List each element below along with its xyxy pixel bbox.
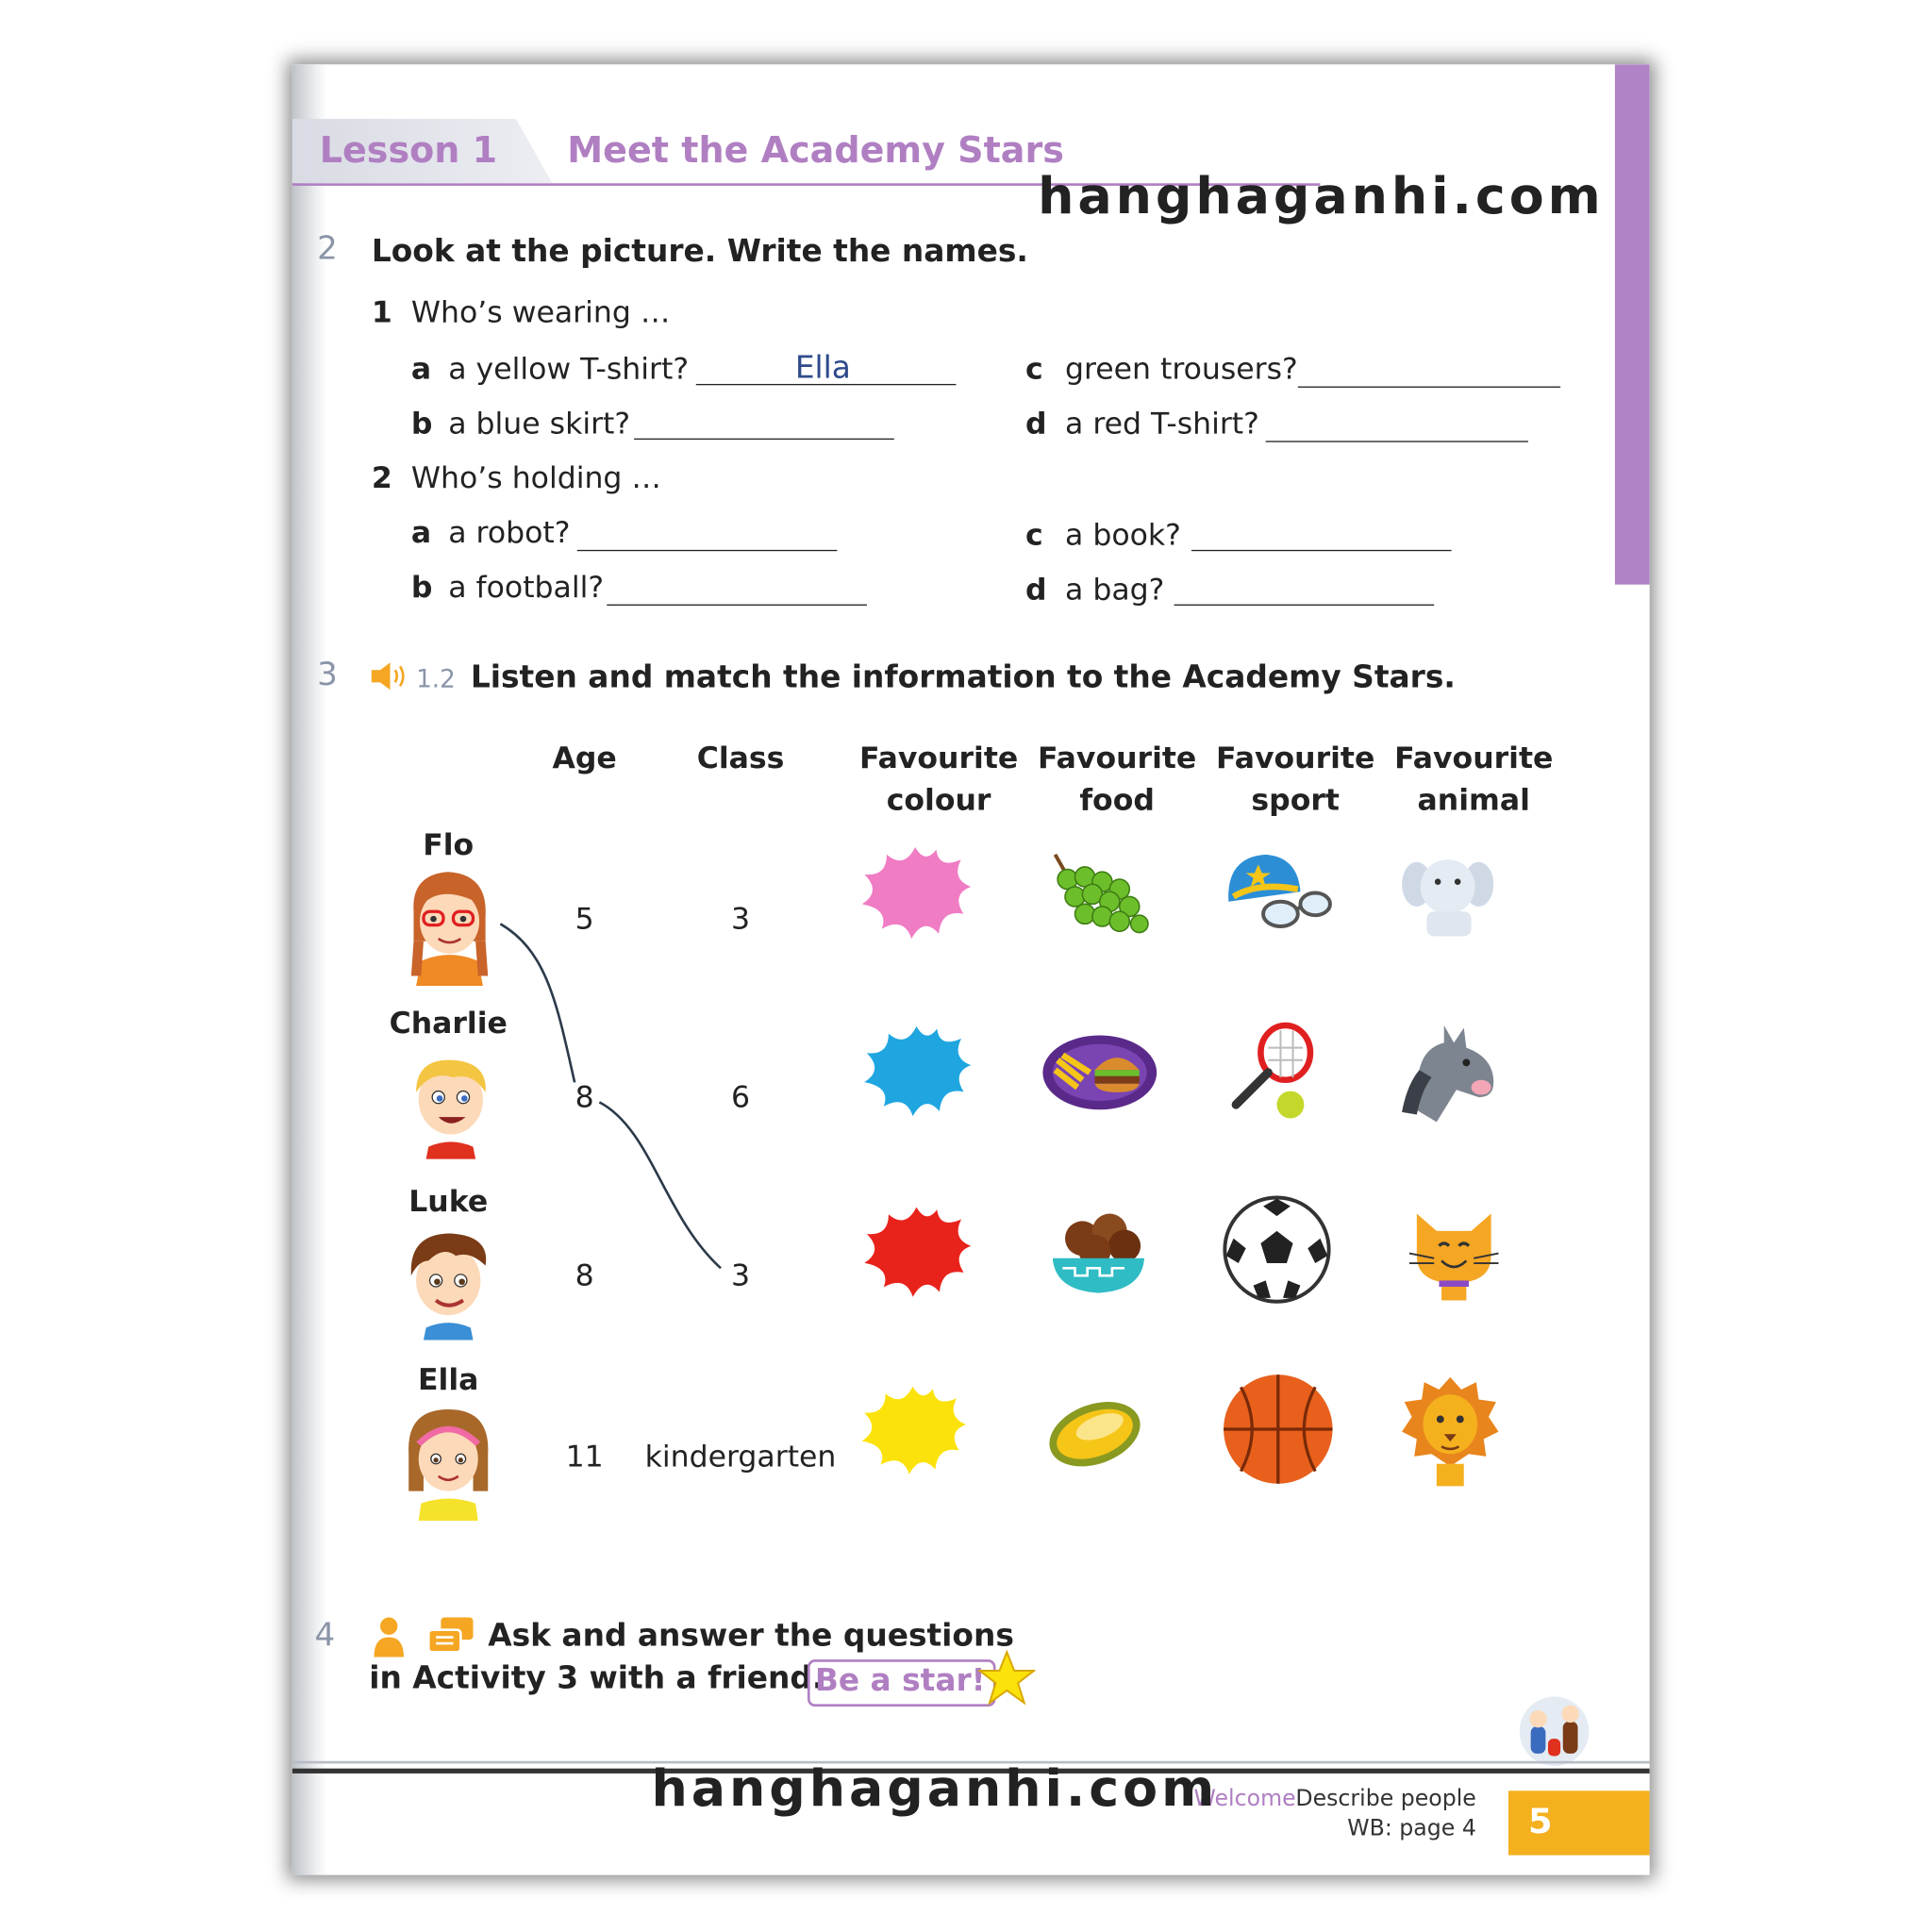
star-icon bbox=[978, 1650, 1035, 1707]
luke-age: 8 bbox=[575, 1257, 594, 1293]
q2a-text: a robot? bbox=[448, 515, 571, 550]
watermark-bottom: hanghaganhi.com bbox=[651, 1758, 1219, 1819]
q1-number: 1 bbox=[371, 294, 392, 330]
lion-icon bbox=[1399, 1374, 1501, 1489]
charlie-avatar bbox=[404, 1050, 495, 1159]
red-paint-splat-icon bbox=[859, 1196, 974, 1306]
q1c-text: green trousers? bbox=[1065, 351, 1298, 387]
q2d-text: a bag? bbox=[1065, 572, 1165, 608]
watermark-top: hanghaganhi.com bbox=[1038, 165, 1605, 225]
ella-avatar bbox=[399, 1405, 498, 1521]
flo-avatar bbox=[401, 867, 497, 986]
q1b-letter: b bbox=[410, 406, 433, 441]
burger-and-chips-icon bbox=[1041, 1033, 1159, 1112]
page-number: 5 bbox=[1527, 1800, 1553, 1842]
footer-workbook-ref: WB: page 4 bbox=[1347, 1815, 1476, 1842]
football-icon bbox=[1221, 1194, 1332, 1306]
luke-avatar bbox=[401, 1228, 495, 1340]
lesson-label: Lesson 1 bbox=[319, 128, 498, 172]
mango-icon bbox=[1042, 1392, 1149, 1472]
activity-4-line1: Ask and answer the questions bbox=[488, 1617, 1014, 1654]
colour-splat bbox=[864, 1208, 971, 1297]
q2b-letter: b bbox=[410, 569, 433, 605]
colour-splat bbox=[862, 847, 972, 939]
ella-age: 11 bbox=[565, 1439, 604, 1474]
q2-stem: Who’s holding … bbox=[410, 460, 661, 496]
pink-paint-splat-icon bbox=[857, 840, 973, 943]
q1a-text: a yellow T-shirt? bbox=[448, 351, 690, 387]
q1a-answer[interactable]: Ella bbox=[794, 349, 851, 386]
q2a-letter: a bbox=[410, 515, 432, 550]
col-header-colour-1: Favourite bbox=[858, 741, 1019, 775]
col-header-food-2: food bbox=[1079, 782, 1155, 818]
page-number-box bbox=[1508, 1790, 1650, 1855]
activity-3-instruction: Listen and match the information to the Academy Stars. bbox=[470, 658, 1456, 695]
horse-icon bbox=[1394, 1021, 1498, 1127]
q2c-letter: c bbox=[1024, 517, 1043, 553]
workbook-page bbox=[292, 64, 1650, 1874]
ella-class: kindergarten bbox=[644, 1439, 837, 1474]
activity-4-number: 4 bbox=[314, 1617, 336, 1655]
luke-class: 3 bbox=[731, 1257, 751, 1293]
audio-track-number: 1.2 bbox=[416, 663, 456, 694]
student-name-flo: Flo bbox=[423, 826, 475, 862]
q1b-text: a blue skirt? bbox=[448, 406, 631, 441]
swimming-cap-goggles-icon bbox=[1221, 847, 1335, 937]
col-header-animal-1: Favourite bbox=[1394, 741, 1554, 775]
cat-icon bbox=[1405, 1201, 1504, 1305]
q1d-text: a red T-shirt? bbox=[1065, 406, 1259, 441]
tennis-racket-icon bbox=[1226, 1021, 1321, 1124]
meatballs-bowl-icon bbox=[1045, 1208, 1152, 1303]
q2c-text: a book? bbox=[1065, 517, 1181, 553]
footer-topic: Describe people bbox=[1295, 1786, 1476, 1812]
activity-4-line2: in Activity 3 with a friend. bbox=[369, 1659, 824, 1696]
q1c-letter: c bbox=[1024, 351, 1043, 387]
col-header-class: Class bbox=[696, 741, 785, 775]
activity-2-number: 2 bbox=[317, 230, 338, 268]
grapes-icon bbox=[1042, 850, 1152, 941]
q2b-text: a football? bbox=[448, 569, 605, 605]
col-header-colour-2: colour bbox=[886, 782, 991, 818]
student-name-luke: Luke bbox=[408, 1184, 489, 1219]
q1d-letter: d bbox=[1024, 406, 1047, 441]
pair-work-person-icon bbox=[372, 1615, 407, 1657]
blue-paint-splat-icon bbox=[859, 1015, 974, 1124]
col-header-age: Age bbox=[552, 741, 617, 775]
col-header-sport-1: Favourite bbox=[1216, 741, 1375, 775]
academy-stars-mascot-icon bbox=[1513, 1694, 1595, 1769]
activity-2-instruction: Look at the picture. Write the names. bbox=[371, 232, 1028, 269]
charlie-class: 6 bbox=[731, 1079, 751, 1115]
flo-class: 3 bbox=[731, 901, 751, 937]
col-header-sport-2: sport bbox=[1251, 782, 1340, 818]
flo-age: 5 bbox=[575, 901, 594, 937]
q2-number: 2 bbox=[371, 460, 392, 496]
col-header-animal-2: animal bbox=[1417, 782, 1530, 818]
student-name-charlie: Charlie bbox=[389, 1005, 508, 1041]
footer-unit: Welcome bbox=[1193, 1786, 1296, 1812]
yellow-paint-splat-icon bbox=[857, 1373, 968, 1487]
student-name-ella: Ella bbox=[418, 1362, 479, 1397]
page-title: Meet the Academy Stars bbox=[567, 128, 1064, 172]
colour-splat bbox=[864, 1026, 971, 1116]
col-header-food-1: Favourite bbox=[1037, 741, 1197, 775]
colour-splat bbox=[861, 1387, 966, 1474]
be-a-star-label: Be a star! bbox=[814, 1661, 986, 1698]
q1a-letter: a bbox=[410, 351, 432, 387]
basketball-icon bbox=[1219, 1370, 1338, 1489]
elephant-icon bbox=[1399, 850, 1495, 941]
activity-3-number: 3 bbox=[317, 656, 338, 694]
charlie-age: 8 bbox=[575, 1079, 594, 1115]
q1-stem: Who’s wearing … bbox=[410, 294, 671, 330]
speech-bubbles-icon bbox=[426, 1615, 476, 1657]
q2d-letter: d bbox=[1024, 572, 1047, 608]
